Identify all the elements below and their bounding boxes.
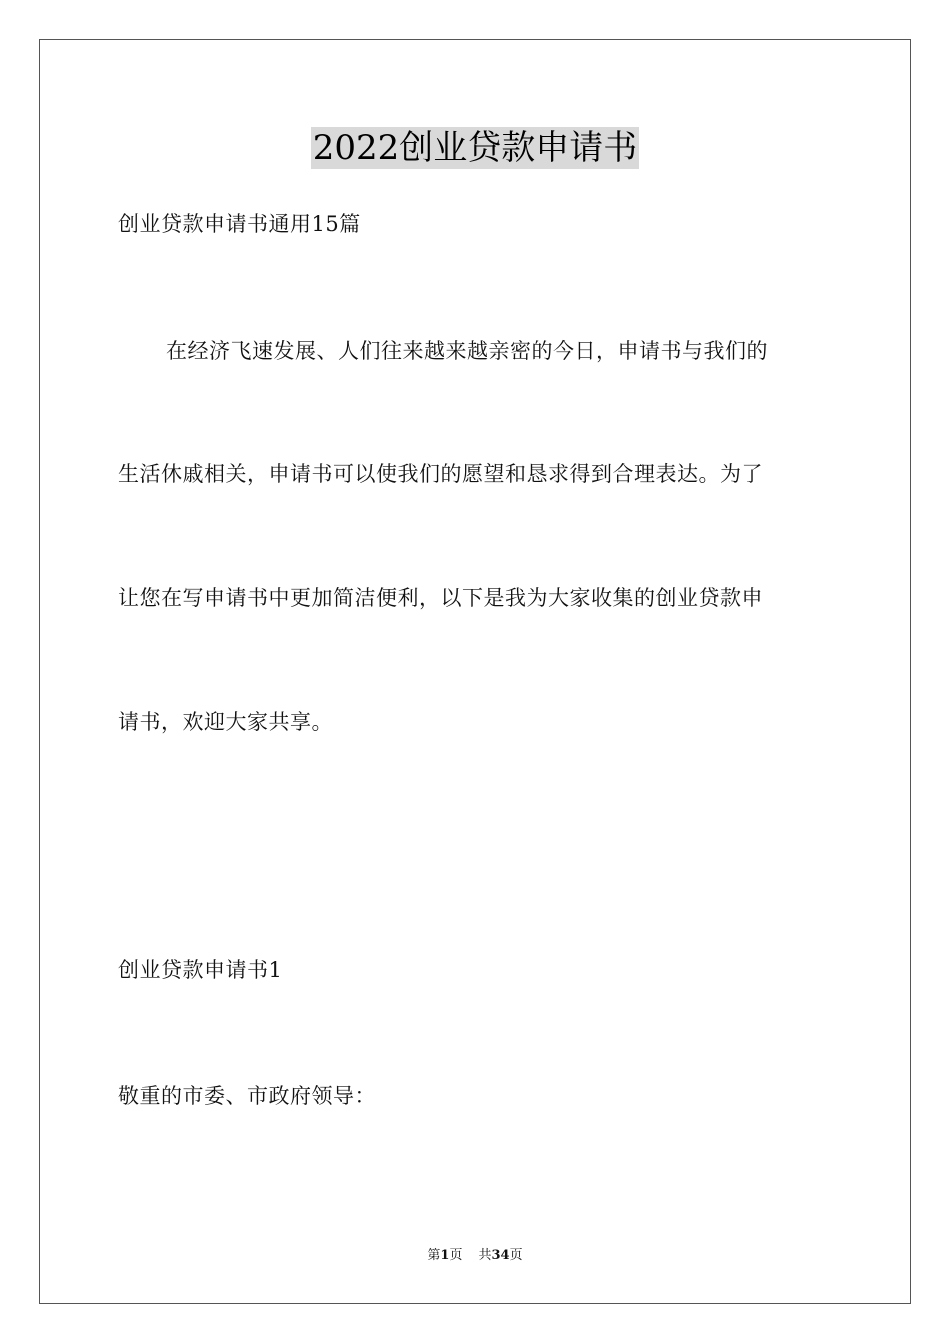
section-heading: 创业贷款申请书1 <box>118 958 283 982</box>
intro-line-2: 生活休戚相关，申请书可以使我们的愿望和恳求得到合理表达。为了 <box>118 462 763 486</box>
intro-line-3: 让您在写申请书中更加简洁便利，以下是我为大家收集的创业贷款申 <box>118 586 763 610</box>
page-footer <box>0 1247 950 1265</box>
title-container <box>0 127 950 169</box>
footer-total-prefix: 共 <box>478 1248 492 1263</box>
footer-page-prefix: 第 <box>427 1248 441 1263</box>
footer-page-suffix: 页 <box>449 1248 463 1263</box>
footer-total-pages: 34 <box>491 1248 510 1263</box>
footer-page-number: 1 <box>440 1248 450 1263</box>
intro-line-1: 在经济飞速发展、人们往来越来越亲密的今日，申请书与我们的 <box>166 339 768 363</box>
salutation: 敬重的市委、市政府领导： <box>118 1084 376 1108</box>
intro-line-4: 请书，欢迎大家共享。 <box>118 710 333 734</box>
document-title: 2022创业贷款申请书 <box>312 128 638 168</box>
document-subtitle: 创业贷款申请书通用15篇 <box>118 212 361 236</box>
footer-total-suffix: 页 <box>509 1248 523 1263</box>
